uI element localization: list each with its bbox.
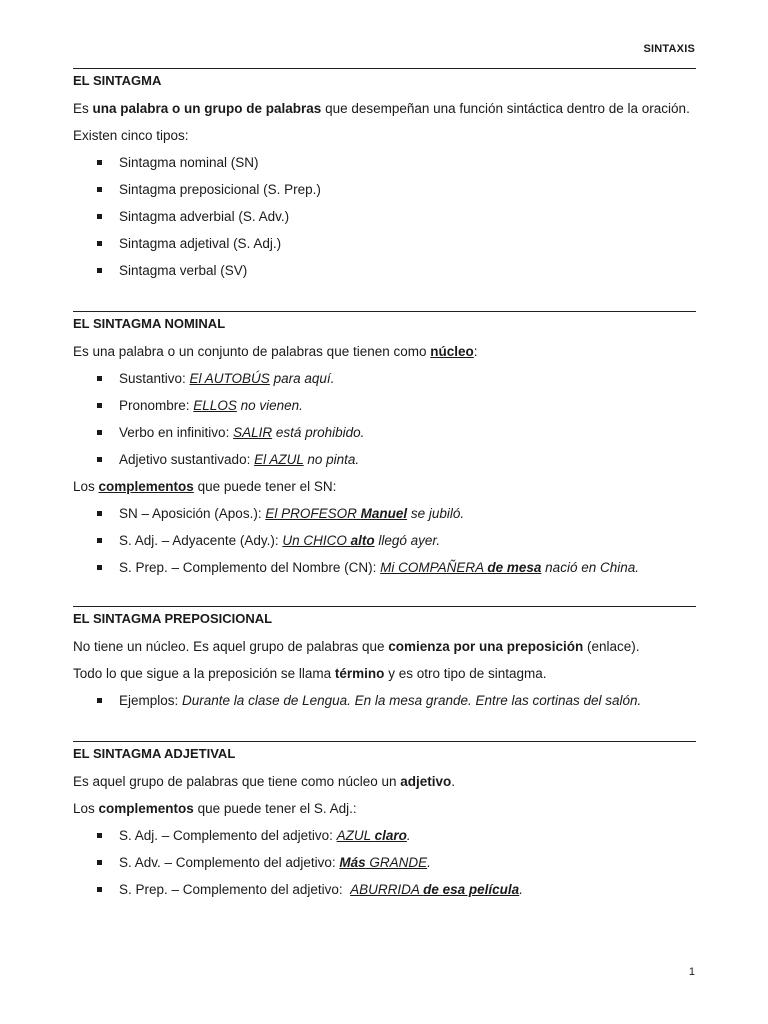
paragraph: [73, 768, 696, 795]
list-item: [73, 257, 696, 284]
example-text: .: [406, 828, 411, 843]
complements-intro: [73, 473, 696, 500]
section-sintagma: [73, 68, 696, 284]
item-label: Pronombre:: [119, 398, 194, 413]
example-text: nació en China.: [541, 560, 639, 575]
definition-paragraph: [73, 338, 696, 365]
example-text: no pinta.: [303, 452, 360, 467]
square-bullet-icon: [97, 833, 102, 838]
example-text: .: [519, 882, 523, 897]
bold-underlined-text: complementos: [98, 479, 194, 494]
example-text: Durante la clase de Lengua. En la mesa grande. Entre las cortinas del salón.: [182, 693, 642, 708]
square-bullet-icon: [97, 887, 102, 892]
example-bold-underlined: alto: [350, 533, 375, 548]
list-item: [73, 365, 696, 392]
item-label: S. Adj. – Complemento del adjetivo:: [119, 828, 337, 843]
section-title: EL SINTAGMA: [73, 68, 696, 89]
running-header: SINTAXIS: [643, 43, 695, 55]
list-item-text: Sintagma adverbial (S. Adv.): [119, 209, 290, 224]
item-label: S. Adv. – Complemento del adjetivo:: [119, 855, 340, 870]
list-item-text: Sintagma adjetival (S. Adj.): [119, 236, 282, 251]
list-item: [73, 687, 696, 714]
square-bullet-icon: [97, 565, 102, 570]
text: Es aquel grupo de palabras que tiene como núcleo un: [73, 774, 401, 789]
example-underlined: GRANDE: [365, 855, 428, 870]
square-bullet-icon: [97, 241, 102, 246]
complements-intro: [73, 795, 696, 822]
text: .: [451, 774, 456, 789]
definition-paragraph: [73, 95, 696, 122]
square-bullet-icon: [97, 698, 102, 703]
square-bullet-icon: [97, 860, 102, 865]
example-underlined: SALIR: [233, 425, 273, 440]
example-text: llegó ayer.: [374, 533, 441, 548]
example-bold-underlined: claro: [374, 828, 407, 843]
types-list: [73, 149, 696, 284]
text: (enlace).: [583, 639, 640, 654]
nucleus-list: [73, 365, 696, 473]
text: que desempeñan una función sintáctica dentro de la oración.: [321, 101, 690, 116]
list-item: [73, 230, 696, 257]
square-bullet-icon: [97, 457, 102, 462]
section-title: EL SINTAGMA PREPOSICIONAL: [73, 606, 696, 627]
item-label: S. Adj. – Adyacente (Ady.):: [119, 533, 283, 548]
bold-underlined-text: núcleo: [430, 344, 474, 359]
text: Los: [73, 479, 99, 494]
example-underlined: ELLOS: [193, 398, 237, 413]
section-adjetival: [73, 741, 696, 903]
example-underlined: El AZUL: [254, 452, 304, 467]
text: Es una palabra o un conjunto de palabras que tienen como: [73, 344, 431, 359]
item-label: Adjetivo sustantivado:: [119, 452, 255, 467]
example-bold-underlined: Más: [339, 855, 366, 870]
list-item: [73, 149, 696, 176]
list-item: [73, 876, 696, 903]
list-item: [73, 419, 696, 446]
example-underlined: Mi COMPAÑERA: [380, 560, 488, 575]
item-label: Verbo en infinitivo:: [119, 425, 234, 440]
section-title: EL SINTAGMA NOMINAL: [73, 311, 696, 332]
square-bullet-icon: [97, 187, 102, 192]
list-item: [73, 500, 696, 527]
paragraph: [73, 633, 696, 660]
types-intro: Existen cinco tipos:: [73, 128, 189, 143]
list-item-text: Sintagma nominal (SN): [119, 155, 259, 170]
item-label: Sustantivo:: [119, 371, 190, 386]
square-bullet-icon: [97, 376, 102, 381]
example-text: se jubiló.: [407, 506, 465, 521]
text: Todo lo que sigue a la preposición se llama: [73, 666, 335, 681]
square-bullet-icon: [97, 160, 102, 165]
example-bold-underlined: de esa película: [423, 882, 520, 897]
bold-text: adjetivo: [400, 774, 452, 789]
example-bold-underlined: Manuel: [360, 506, 408, 521]
text: que puede tener el S. Adj.:: [193, 801, 357, 816]
list-item: [73, 203, 696, 230]
list-item: [73, 446, 696, 473]
text: y es otro tipo de sintagma.: [384, 666, 547, 681]
square-bullet-icon: [97, 430, 102, 435]
example-text: está prohibido.: [272, 425, 365, 440]
item-label: S. Prep. – Complemento del Nombre (CN):: [119, 560, 381, 575]
paragraph: [73, 660, 696, 687]
square-bullet-icon: [97, 268, 102, 273]
bold-text: una palabra o un grupo de palabras: [92, 101, 322, 116]
example-bold-underlined: de mesa: [487, 560, 542, 575]
bold-text: complementos: [98, 801, 194, 816]
text: Los: [73, 801, 99, 816]
item-label: S. Prep. – Complemento del adjetivo:: [119, 882, 351, 897]
example-text: no vienen.: [236, 398, 303, 413]
section-preposicional: [73, 606, 696, 714]
section-nominal: [73, 311, 696, 581]
list-item-text: Sintagma verbal (SV): [119, 263, 248, 278]
list-item-text: Sintagma preposicional (S. Prep.): [119, 182, 321, 197]
example-text: .: [427, 855, 431, 870]
item-label: SN – Aposición (Apos.):: [119, 506, 266, 521]
list-item: [73, 822, 696, 849]
square-bullet-icon: [97, 511, 102, 516]
list-item: [73, 849, 696, 876]
bold-text: comienza por una preposición: [388, 639, 584, 654]
example-underlined: El PROFESOR: [265, 506, 361, 521]
item-label: Ejemplos:: [119, 693, 183, 708]
example-underlined: Un CHICO: [282, 533, 351, 548]
bold-text: término: [334, 666, 385, 681]
square-bullet-icon: [97, 214, 102, 219]
text: Es: [73, 101, 93, 116]
example-underlined: ABURRIDA: [350, 882, 424, 897]
example-underlined: El AUTOBÚS: [189, 371, 270, 386]
example-text: para aquí.: [269, 371, 335, 386]
list-item: [73, 527, 696, 554]
square-bullet-icon: [97, 538, 102, 543]
square-bullet-icon: [97, 403, 102, 408]
page-number: 1: [688, 966, 695, 978]
complements-list: [73, 500, 696, 581]
example-underlined: AZUL: [336, 828, 375, 843]
list-item: [73, 392, 696, 419]
complements-list: [73, 822, 696, 903]
text: que puede tener el SN:: [193, 479, 337, 494]
list-item: [73, 554, 696, 581]
section-title: EL SINTAGMA ADJETIVAL: [73, 741, 696, 762]
text: No tiene un núcleo. Es aquel grupo de palabras que: [73, 639, 389, 654]
text: :: [473, 344, 478, 359]
list-item: [73, 176, 696, 203]
examples-list: [73, 687, 696, 714]
